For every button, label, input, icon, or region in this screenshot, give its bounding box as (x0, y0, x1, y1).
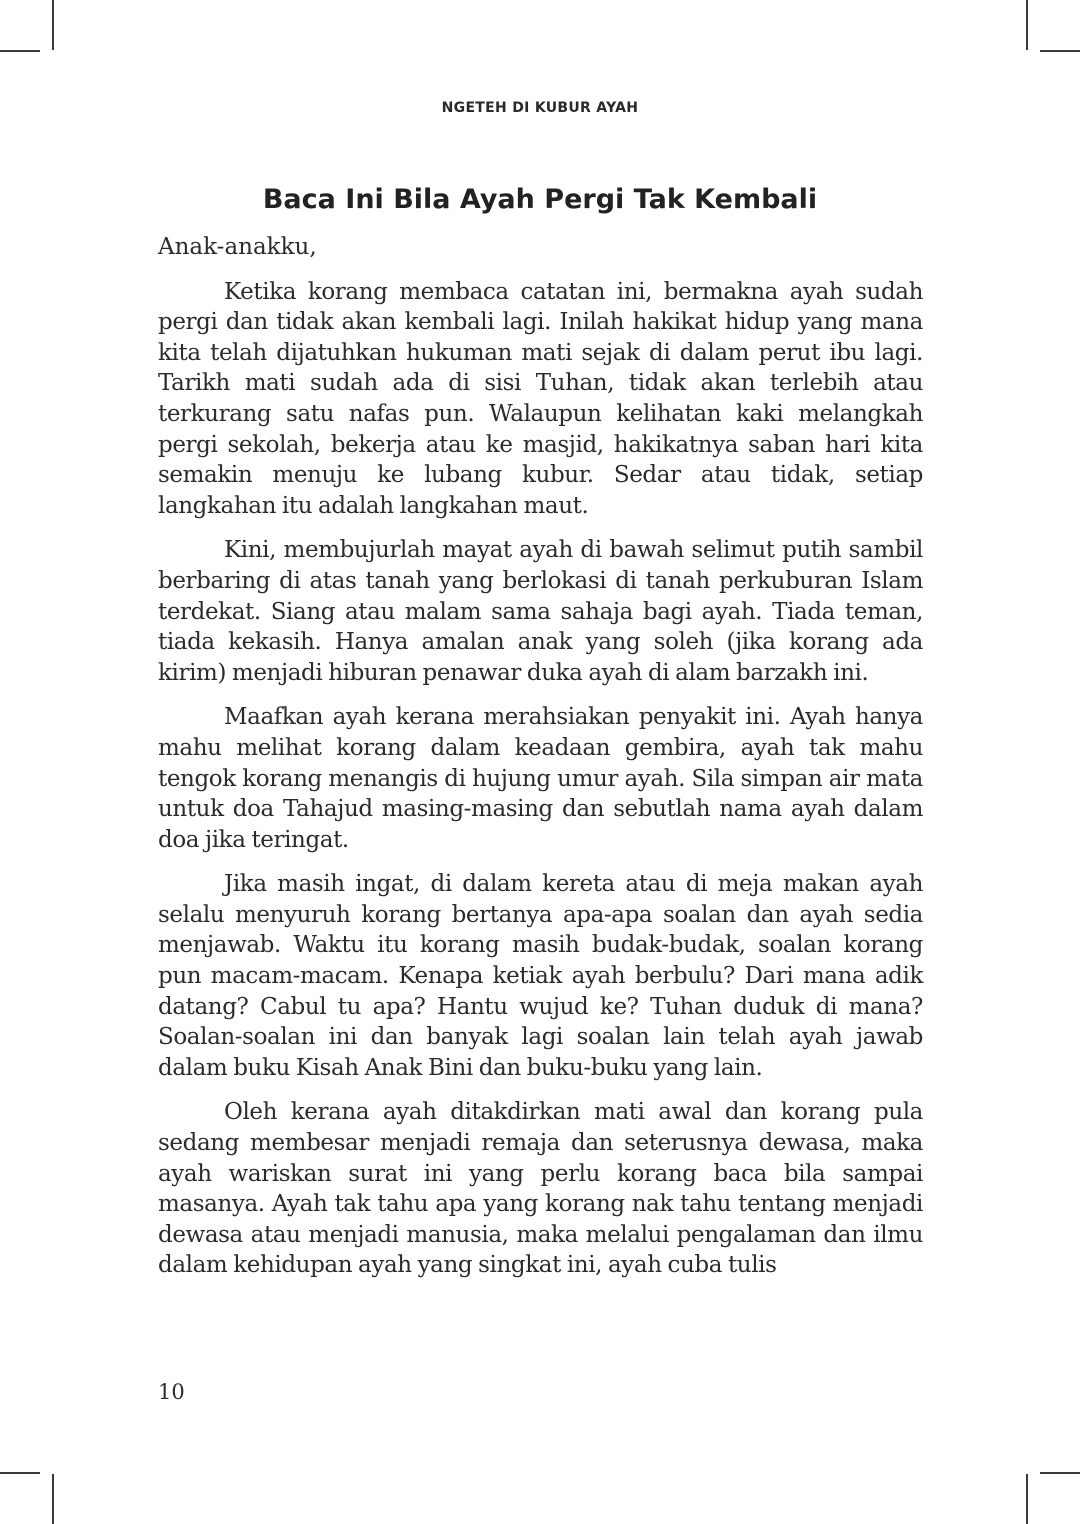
paragraph: Ketika korang membaca catatan ini, bermakna ayah sudah pergi dan tidak akan kembali lagi. Inilah hakikat hidup yang mana kita telah dijatuhkan hukuman mati sejak di dalam perut ibu lagi. Tarikh mati sudah ada di sisi Tuhan, tidak akan terlebih atau terkurang satu nafas pun. Walaupun kelihatan kaki melangkah pergi sekolah, bekerja atau ke masjid, hakikatnya saban hari kita semakin menuju ke lubang kubur. Sedar atau tidak, setiap langkahan itu adalah langkahan maut. (158, 278, 923, 519)
crop-mark-top-right-horizontal (1040, 50, 1080, 52)
crop-mark-top-left-horizontal (0, 50, 40, 52)
crop-mark-bottom-right-vertical (1026, 1474, 1028, 1524)
body-text (158, 232, 923, 1295)
running-head: NGETEH DI KUBUR AYAH (441, 100, 639, 116)
crop-mark-bottom-left-horizontal (0, 1472, 40, 1474)
paragraph: Maafkan ayah kerana merahsiakan penyakit ini. Ayah hanya mahu melihat korang dalam keadaan gembira, ayah tak mahu tengok korang menangis di hujung umur ayah. Sila simpan air mata untuk doa Tahajud masing-masing dan sebutlah nama ayah dalam doa jika teringat. (158, 704, 923, 853)
salutation: Anak-anakku, (158, 234, 317, 260)
crop-mark-top-left-vertical (52, 0, 54, 50)
crop-mark-bottom-right-horizontal (1040, 1472, 1080, 1474)
page-number: 10 (158, 1380, 185, 1404)
paragraph: Jika masih ingat, di dalam kereta atau di meja makan ayah selalu menyuruh korang bertanya apa-apa soalan dan ayah sedia menjawab. Waktu itu korang masih budak-budak, soalan korang pun macam-macam. Kenapa ketiak ayah berbulu? Dari mana adik datang? Cabul tu apa? Hantu wujud ke? Tuhan duduk di mana? Soalan-soalan ini dan banyak lagi soalan lain telah ayah jawab dalam buku Kisah Anak Bini dan buku-buku yang lain. (158, 871, 923, 1081)
paragraph: Oleh kerana ayah ditakdirkan mati awal dan korang pula sedang membesar menjadi remaja dan seterusnya dewasa, maka ayah wariskan surat ini yang perlu korang baca bila sampai masanya. Ayah tak tahu apa yang korang nak tahu tentang menjadi dewasa atau menjadi manusia, maka melalui pengalaman dan ilmu dalam kehidupan ayah yang singkat ini, ayah cuba tulis (158, 1099, 923, 1279)
crop-mark-top-right-vertical (1026, 0, 1028, 50)
chapter-title: Baca Ini Bila Ayah Pergi Tak Kembali (262, 184, 818, 215)
crop-mark-bottom-left-vertical (52, 1474, 54, 1524)
paragraph: Kini, membujurlah mayat ayah di bawah selimut putih sambil berbaring di atas tanah yang berlokasi di tanah perkuburan Islam terdekat. Siang atau malam sama sahaja bagi ayah. Tiada teman, tiada kekasih. Hanya amalan anak yang soleh (jika korang ada kirim) menjadi hiburan penawar duka ayah di alam barzakh ini. (158, 537, 923, 686)
